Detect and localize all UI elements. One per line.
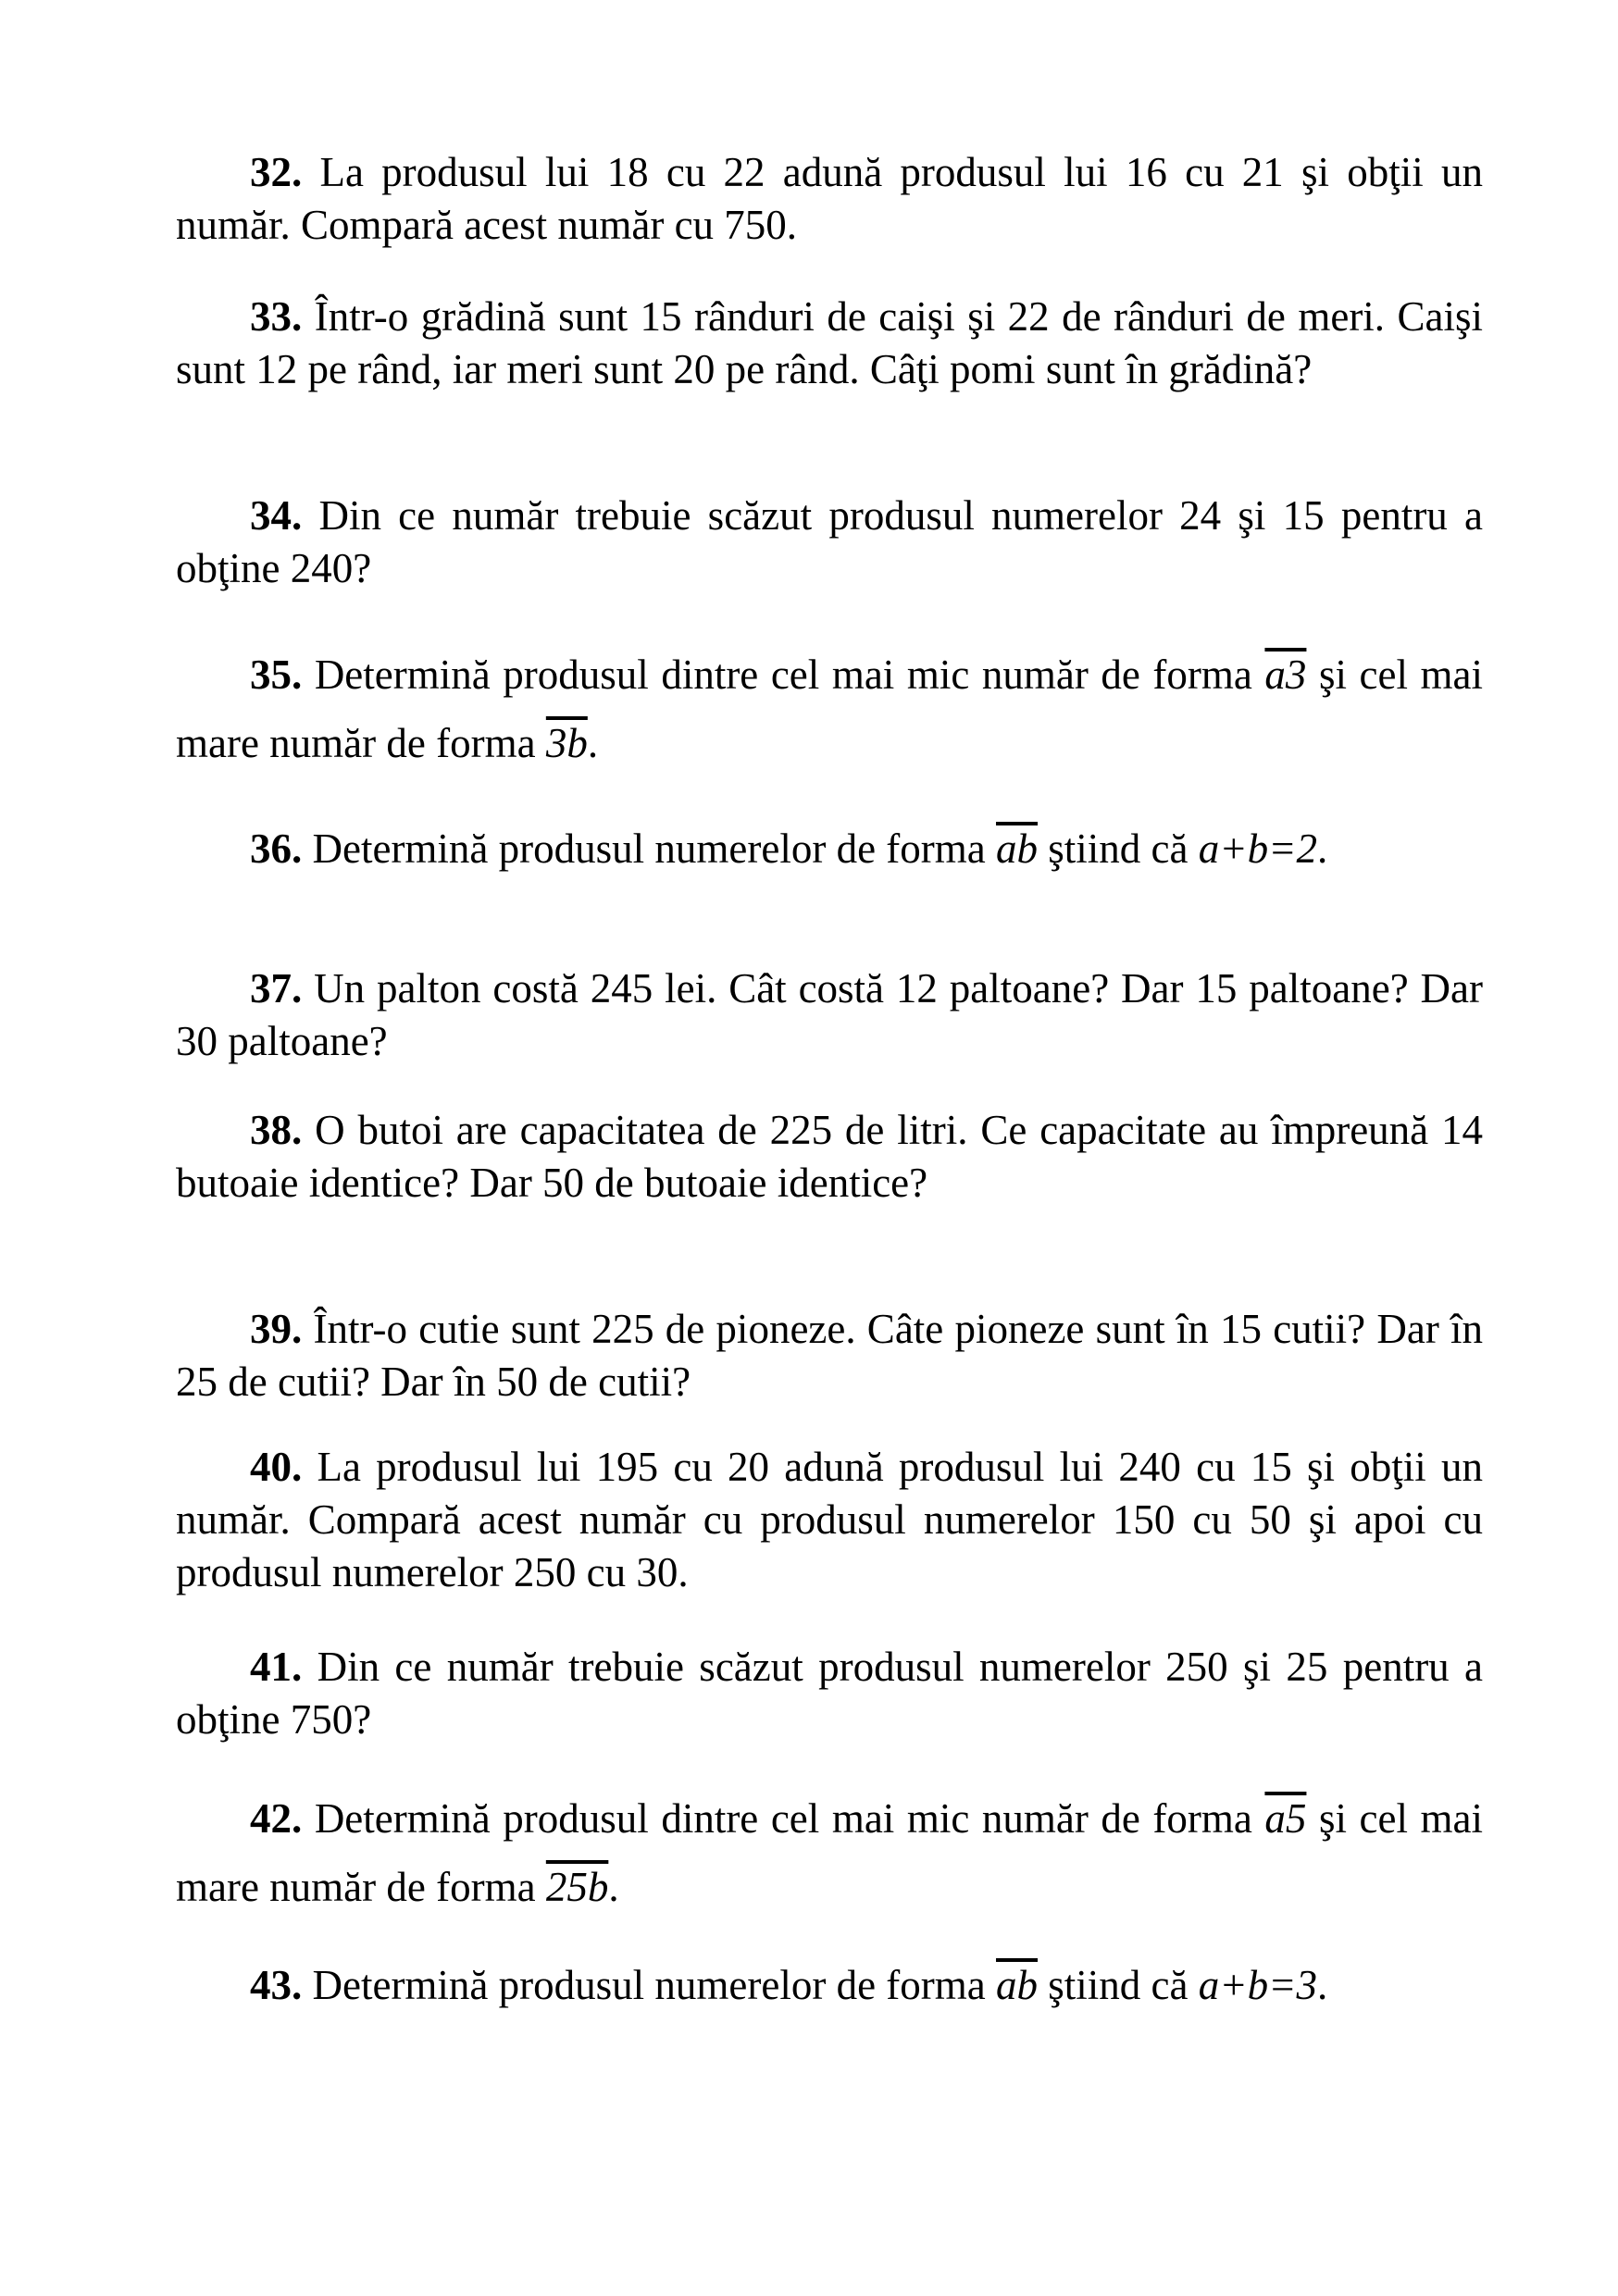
equation: a+b=2 [1198,825,1317,872]
problem-text: O butoi are capacitatea de 225 de litri. Ce capacitate au împreună 14 butoaie identice? Dar 50 de butoaie identice? [176,1107,1483,1206]
problem-34 [176,490,1483,595]
problem-number: 39. [250,1306,303,1352]
problem-number: 38. [250,1107,303,1153]
overlined-number: 25b [545,1864,609,1910]
problem-35 [176,640,1483,777]
problem-42 [176,1784,1483,1921]
problem-number: 43. [250,1962,303,2008]
problem-number: 40. [250,1444,303,1490]
problem-number: 37. [250,965,303,1011]
punctuation: . [608,1864,619,1910]
problem-text: Un palton costă 245 lei. Cât costă 12 paltoane? Dar 15 paltoane? Dar 30 paltoane? [176,965,1484,1064]
problem-39 [176,1303,1483,1409]
problem-text: Într-o grădină sunt 15 rânduri de caişi şi 22 de rânduri de meri. Caişi sunt 12 pe rând, iar meri sunt 20 pe rând. Câţi pomi sunt în grădină? [176,293,1484,392]
problem-number: 33. [250,293,303,340]
overlined-number: $\overline{ab}$ [996,825,1039,872]
punctuation: . [587,720,599,766]
problem-number: 34. [250,492,303,539]
problem-43 [176,1951,1483,2019]
punctuation: . [1316,825,1328,872]
problem-text: Determină produsul dintre cel mai mic număr de forma [314,652,1252,698]
problem-text: Determină produsul numerelor de forma [312,825,986,872]
problem-37 [176,962,1483,1068]
problem-36 [176,814,1483,883]
overlined-number: 3b [545,720,588,766]
problem-text: Determină produsul dintre cel mai mic număr de forma [314,1795,1252,1842]
problem-38 [176,1104,1483,1210]
problem-text: Într-o cutie sunt 225 de pioneze. Câte pioneze sunt în 15 cutii? Dar în 25 de cutii? Dar în 50 de cutii? [176,1306,1484,1405]
problem-text: Determină produsul numerelor de forma [312,1962,986,2008]
problem-text: Din ce număr trebuie scăzut produsul numerelor 24 şi 15 pentru a obţine 240? [176,492,1483,591]
problem-32 [176,146,1483,252]
problem-number: 35. [250,652,303,698]
equation: a+b=3 [1198,1962,1317,2008]
punctuation: . [1316,1962,1328,2008]
problem-text: şi cel mai mare număr de forma [176,652,1484,766]
problem-number: 42. [250,1795,303,1842]
problem-33 [176,291,1483,396]
problem-text: ştiind că [1048,825,1189,872]
problem-text: şi cel mai mare număr de forma [176,1795,1484,1910]
problem-number: 36. [250,825,303,872]
problem-text: La produsul lui 18 cu 22 adună produsul lui 16 cu 21 şi obţii un număr. Compară acest număr cu 750. [176,149,1484,248]
problem-40 [176,1441,1483,1599]
overlined-number: a5 [1264,1795,1307,1842]
problem-number: 41. [250,1644,303,1690]
overlined-number: a3 [1264,652,1307,698]
problem-text: La produsul lui 195 cu 20 adună produsul lui 240 cu 15 şi obţii un număr. Compară acest număr cu produsul numerelor 150 cu 50 şi apoi cu produsul numerelor 250 cu 30. [176,1444,1484,1595]
problem-text: Din ce număr trebuie scăzut produsul numerelor 250 şi 25 pentru a obţine 750? [176,1644,1483,1743]
problem-text: ştiind că [1048,1962,1189,2008]
problem-number: 32. [250,149,303,195]
problem-41 [176,1641,1483,1746]
overlined-number: $\overline{ab}$ [996,1962,1039,2008]
